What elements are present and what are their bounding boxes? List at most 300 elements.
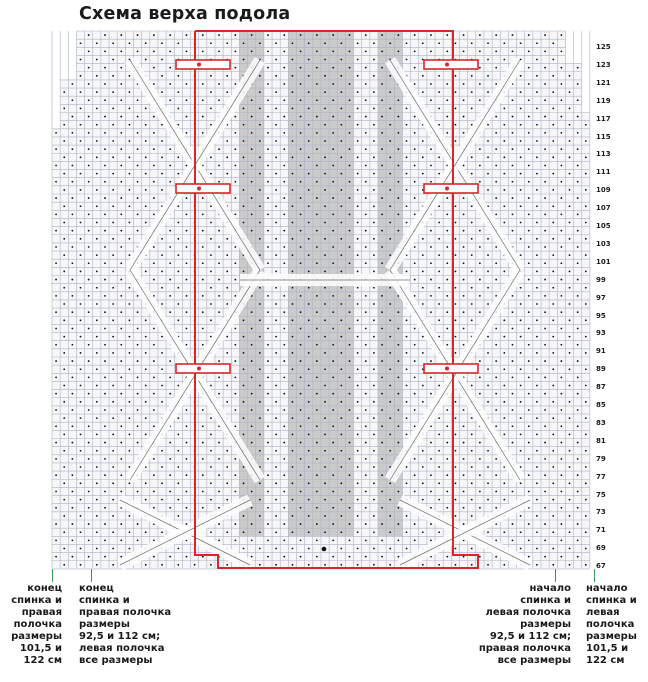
stitch-dot xyxy=(536,42,538,44)
stitch-dot xyxy=(177,319,179,321)
stitch-dot xyxy=(300,442,302,444)
stitch-dot xyxy=(455,108,457,110)
stitch-dot xyxy=(349,213,351,215)
stitch-dot xyxy=(137,344,139,346)
stitch-dot xyxy=(55,491,57,493)
stitch-dot xyxy=(202,116,204,118)
stitch-dot xyxy=(397,360,399,362)
stitch-dot xyxy=(218,507,220,509)
stitch-dot xyxy=(552,287,554,289)
stitch-dot xyxy=(512,50,514,52)
stitch-dot xyxy=(357,91,359,93)
stitch-dot xyxy=(365,474,367,476)
stitch-dot xyxy=(479,376,481,378)
stitch-dot xyxy=(406,482,408,484)
stitch-dot xyxy=(218,442,220,444)
stitch-dot xyxy=(210,254,212,256)
stitch-dot xyxy=(512,376,514,378)
stitch-dot xyxy=(430,295,432,297)
stitch-dot xyxy=(520,173,522,175)
stitch-dot xyxy=(153,148,155,150)
stitch-dot xyxy=(63,466,65,468)
stitch-dot xyxy=(479,165,481,167)
stitch-dot xyxy=(463,116,465,118)
stitch-dot xyxy=(71,165,73,167)
stitch-dot xyxy=(455,42,457,44)
stitch-dot xyxy=(71,458,73,460)
stitch-dot xyxy=(120,311,122,313)
stitch-dot xyxy=(414,50,416,52)
stitch-dot xyxy=(528,344,530,346)
stitch-dot xyxy=(275,140,277,142)
stitch-dot xyxy=(202,213,204,215)
stitch-dot xyxy=(569,352,571,354)
stitch-dot xyxy=(357,319,359,321)
stitch-dot xyxy=(430,376,432,378)
stitch-dot xyxy=(145,156,147,158)
row-number-label: 119 xyxy=(596,96,611,105)
stitch-dot xyxy=(259,515,261,517)
stitch-dot xyxy=(324,450,326,452)
stitch-dot xyxy=(536,417,538,419)
stitch-dot xyxy=(324,238,326,240)
stitch-dot xyxy=(430,262,432,264)
stitch-dot xyxy=(365,181,367,183)
stitch-dot xyxy=(137,539,139,541)
stitch-dot xyxy=(552,352,554,354)
stitch-dot xyxy=(104,442,106,444)
stitch-dot xyxy=(536,205,538,207)
stitch-dot xyxy=(129,401,131,403)
stitch-dot xyxy=(585,205,587,207)
stitch-dot xyxy=(88,148,90,150)
cross-box xyxy=(424,364,478,373)
stitch-dot xyxy=(316,491,318,493)
stitch-dot xyxy=(324,271,326,273)
stitch-dot xyxy=(560,458,562,460)
stitch-dot xyxy=(340,205,342,207)
stitch-dot xyxy=(324,336,326,338)
stitch-dot xyxy=(169,148,171,150)
stitch-dot xyxy=(80,515,82,517)
stitch-dot xyxy=(186,165,188,167)
row-number-label: 125 xyxy=(596,43,611,51)
stitch-dot xyxy=(430,165,432,167)
stitch-dot xyxy=(585,401,587,403)
stitch-dot xyxy=(145,140,147,142)
stitch-dot xyxy=(503,189,505,191)
stitch-dot xyxy=(259,156,261,158)
stitch-dot xyxy=(226,91,228,93)
stitch-dot xyxy=(349,67,351,69)
stitch-dot xyxy=(373,466,375,468)
stitch-dot xyxy=(365,425,367,427)
stitch-dot xyxy=(177,254,179,256)
stitch-dot xyxy=(512,328,514,330)
stitch-dot xyxy=(88,83,90,85)
stitch-dot xyxy=(495,360,497,362)
stitch-dot xyxy=(283,295,285,297)
stitch-dot xyxy=(275,59,277,61)
stitch-dot xyxy=(88,409,90,411)
stitch-dot xyxy=(275,336,277,338)
stitch-dot xyxy=(234,148,236,150)
stitch-dot xyxy=(161,450,163,452)
stitch-dot xyxy=(446,311,448,313)
stitch-dot xyxy=(259,385,261,387)
stitch-dot xyxy=(80,434,82,436)
stitch-dot xyxy=(251,213,253,215)
stitch-dot xyxy=(112,368,114,370)
stitch-dot xyxy=(455,515,457,517)
stitch-dot xyxy=(397,442,399,444)
stitch-dot xyxy=(71,425,73,427)
stitch-dot xyxy=(120,197,122,199)
stitch-dot xyxy=(259,319,261,321)
stitch-dot xyxy=(243,466,245,468)
stitch-dot xyxy=(292,140,294,142)
stitch-dot xyxy=(80,173,82,175)
stitch-dot xyxy=(316,132,318,134)
stitch-dot xyxy=(585,124,587,126)
stitch-dot xyxy=(234,328,236,330)
stitch-dot xyxy=(332,116,334,118)
stitch-dot xyxy=(552,368,554,370)
stitch-dot xyxy=(438,434,440,436)
stitch-dot xyxy=(300,409,302,411)
stitch-dot xyxy=(422,238,424,240)
stitch-dot xyxy=(137,132,139,134)
stitch-dot xyxy=(63,287,65,289)
cross-box xyxy=(424,184,478,193)
stitch-dot xyxy=(243,271,245,273)
stitch-dot xyxy=(104,311,106,313)
stitch-dot xyxy=(422,352,424,354)
stitch-dot xyxy=(129,336,131,338)
stitch-dot xyxy=(389,417,391,419)
stitch-dot xyxy=(267,148,269,150)
stitch-dot xyxy=(267,181,269,183)
stitch-dot xyxy=(536,531,538,533)
stitch-dot xyxy=(63,254,65,256)
stitch-dot xyxy=(226,385,228,387)
stitch-dot xyxy=(357,59,359,61)
stitch-dot xyxy=(259,108,261,110)
stitch-dot xyxy=(186,197,188,199)
stitch-dot xyxy=(226,466,228,468)
stitch-dot xyxy=(332,197,334,199)
stitch-dot xyxy=(283,376,285,378)
marker-left xyxy=(91,569,92,582)
stitch-dot xyxy=(479,181,481,183)
stitch-dot xyxy=(536,515,538,517)
stitch-dot xyxy=(528,539,530,541)
stitch-dot xyxy=(300,67,302,69)
stitch-dot xyxy=(422,482,424,484)
stitch-dot xyxy=(552,254,554,256)
stitch-dot xyxy=(536,271,538,273)
stitch-dot xyxy=(267,197,269,199)
stitch-dot xyxy=(414,523,416,525)
stitch-dot xyxy=(414,148,416,150)
stitch-dot xyxy=(577,67,579,69)
stitch-dot xyxy=(267,165,269,167)
stitch-dot xyxy=(104,67,106,69)
stitch-dot xyxy=(552,466,554,468)
stitch-dot xyxy=(381,458,383,460)
stitch-dot xyxy=(552,59,554,61)
stitch-dot xyxy=(80,531,82,533)
stitch-dot xyxy=(577,425,579,427)
stitch-dot xyxy=(397,50,399,52)
stitch-dot xyxy=(226,450,228,452)
stitch-dot xyxy=(552,42,554,44)
stitch-dot xyxy=(585,319,587,321)
stitch-dot xyxy=(88,262,90,264)
stitch-dot xyxy=(218,539,220,541)
stitch-dot xyxy=(71,262,73,264)
stitch-dot xyxy=(332,50,334,52)
stitch-dot xyxy=(512,523,514,525)
stitch-dot xyxy=(487,254,489,256)
stitch-dot xyxy=(528,409,530,411)
stitch-dot xyxy=(479,148,481,150)
stitch-dot xyxy=(357,564,359,566)
stitch-dot xyxy=(365,230,367,232)
stitch-dot xyxy=(234,344,236,346)
stitch-dot xyxy=(129,140,131,142)
stitch-dot xyxy=(560,83,562,85)
stitch-dot xyxy=(495,556,497,558)
stitch-dot xyxy=(202,507,204,509)
stitch-dot xyxy=(120,344,122,346)
stitch-dot xyxy=(373,59,375,61)
stitch-dot xyxy=(129,124,131,126)
stitch-dot xyxy=(145,336,147,338)
stitch-dot xyxy=(104,116,106,118)
stitch-dot xyxy=(332,67,334,69)
stitch-dot xyxy=(495,83,497,85)
stitch-dot xyxy=(177,417,179,419)
stitch-dot xyxy=(397,507,399,509)
stitch-dot xyxy=(129,303,131,305)
stitch-dot xyxy=(365,213,367,215)
stitch-dot xyxy=(218,246,220,248)
stitch-dot xyxy=(503,434,505,436)
marker-right xyxy=(555,569,556,582)
stitch-dot xyxy=(202,474,204,476)
stitch-dot xyxy=(487,336,489,338)
stitch-dot xyxy=(446,556,448,558)
stitch-dot xyxy=(218,295,220,297)
stitch-dot xyxy=(71,442,73,444)
stitch-dot xyxy=(544,295,546,297)
stitch-dot xyxy=(161,271,163,273)
stitch-dot xyxy=(438,91,440,93)
stitch-dot xyxy=(569,368,571,370)
stitch-dot xyxy=(389,352,391,354)
stitch-dot xyxy=(349,34,351,36)
stitch-dot xyxy=(349,197,351,199)
stitch-dot xyxy=(389,401,391,403)
stitch-dot xyxy=(495,197,497,199)
stitch-dot xyxy=(259,417,261,419)
stitch-dot xyxy=(430,311,432,313)
stitch-dot xyxy=(560,393,562,395)
stitch-dot xyxy=(169,246,171,248)
stitch-dot xyxy=(234,458,236,460)
stitch-dot xyxy=(438,124,440,126)
stitch-dot xyxy=(104,344,106,346)
stitch-dot xyxy=(137,213,139,215)
stitch-dot xyxy=(373,173,375,175)
stitch-dot xyxy=(251,344,253,346)
stitch-dot xyxy=(528,442,530,444)
stitch-dot xyxy=(267,50,269,52)
stitch-dot xyxy=(300,311,302,313)
stitch-dot xyxy=(210,238,212,240)
stitch-dot xyxy=(251,197,253,199)
stitch-dot xyxy=(251,328,253,330)
stitch-dot xyxy=(479,246,481,248)
stitch-dot xyxy=(520,238,522,240)
stitch-dot xyxy=(332,230,334,232)
stitch-dot xyxy=(300,556,302,558)
stitch-dot xyxy=(243,124,245,126)
stitch-dot xyxy=(332,83,334,85)
stitch-dot xyxy=(104,507,106,509)
stitch-dot xyxy=(283,116,285,118)
stitch-dot xyxy=(283,393,285,395)
stitch-dot xyxy=(177,499,179,501)
stitch-dot xyxy=(422,287,424,289)
stitch-dot xyxy=(520,450,522,452)
stitch-dot xyxy=(422,466,424,468)
stitch-dot xyxy=(512,116,514,118)
stitch-dot xyxy=(389,548,391,550)
stitch-dot xyxy=(275,368,277,370)
stitch-dot xyxy=(153,328,155,330)
stitch-dot xyxy=(292,482,294,484)
stitch-dot xyxy=(161,254,163,256)
stitch-dot xyxy=(96,108,98,110)
stitch-dot xyxy=(210,108,212,110)
stitch-dot xyxy=(292,75,294,77)
stitch-dot xyxy=(308,450,310,452)
stitch-dot xyxy=(365,311,367,313)
stitch-dot xyxy=(585,352,587,354)
cross-box xyxy=(176,184,230,193)
stitch-dot xyxy=(544,474,546,476)
stitch-dot xyxy=(414,474,416,476)
stitch-dot xyxy=(186,279,188,281)
stitch-dot xyxy=(536,401,538,403)
stitch-dot xyxy=(275,287,277,289)
stitch-dot xyxy=(112,466,114,468)
stitch-dot xyxy=(129,238,131,240)
stitch-dot xyxy=(243,434,245,436)
stitch-dot xyxy=(275,401,277,403)
stitch-dot xyxy=(80,59,82,61)
stitch-dot xyxy=(96,75,98,77)
stitch-dot xyxy=(373,124,375,126)
stitch-dot xyxy=(340,156,342,158)
stitch-dot xyxy=(446,116,448,118)
stitch-dot xyxy=(585,189,587,191)
stitch-dot xyxy=(406,319,408,321)
stitch-dot xyxy=(495,213,497,215)
stitch-dot xyxy=(569,417,571,419)
stitch-dot xyxy=(55,393,57,395)
stitch-dot xyxy=(479,393,481,395)
stitch-dot xyxy=(80,271,82,273)
stitch-dot xyxy=(88,181,90,183)
stitch-dot xyxy=(406,189,408,191)
stitch-dot xyxy=(471,548,473,550)
stitch-dot xyxy=(300,360,302,362)
stitch-dot xyxy=(71,99,73,101)
stitch-dot xyxy=(308,156,310,158)
stitch-dot xyxy=(560,230,562,232)
stitch-dot xyxy=(259,303,261,305)
stitch-dot xyxy=(487,303,489,305)
stitch-dot xyxy=(308,140,310,142)
stitch-dot xyxy=(585,222,587,224)
stitch-dot xyxy=(552,108,554,110)
stitch-dot xyxy=(234,409,236,411)
stitch-dot xyxy=(503,108,505,110)
stitch-dot xyxy=(438,108,440,110)
stitch-dot xyxy=(389,108,391,110)
stitch-dot xyxy=(552,156,554,158)
stitch-dot xyxy=(161,42,163,44)
stitch-dot xyxy=(129,417,131,419)
stitch-dot xyxy=(283,262,285,264)
stitch-dot xyxy=(332,99,334,101)
stitch-dot xyxy=(251,230,253,232)
stitch-dot xyxy=(267,99,269,101)
stitch-dot xyxy=(349,539,351,541)
stitch-dot xyxy=(340,466,342,468)
stitch-dot xyxy=(373,205,375,207)
stitch-dot xyxy=(300,213,302,215)
stitch-dot xyxy=(349,181,351,183)
stitch-dot xyxy=(186,34,188,36)
stitch-dot xyxy=(389,189,391,191)
stitch-dot xyxy=(308,189,310,191)
stitch-dot xyxy=(479,442,481,444)
stitch-dot xyxy=(569,91,571,93)
stitch-dot xyxy=(145,385,147,387)
stitch-dot xyxy=(80,205,82,207)
stitch-dot xyxy=(104,279,106,281)
stitch-dot xyxy=(63,417,65,419)
stitch-dot xyxy=(161,401,163,403)
stitch-dot xyxy=(503,368,505,370)
stitch-dot xyxy=(55,165,57,167)
stitch-dot xyxy=(292,205,294,207)
stitch-dot xyxy=(357,42,359,44)
stitch-dot xyxy=(202,34,204,36)
stitch-dot xyxy=(234,539,236,541)
stitch-dot xyxy=(389,140,391,142)
stitch-dot xyxy=(381,34,383,36)
stitch-dot xyxy=(373,385,375,387)
stitch-dot xyxy=(577,116,579,118)
stitch-dot xyxy=(243,189,245,191)
stitch-dot xyxy=(512,539,514,541)
stitch-dot xyxy=(55,295,57,297)
